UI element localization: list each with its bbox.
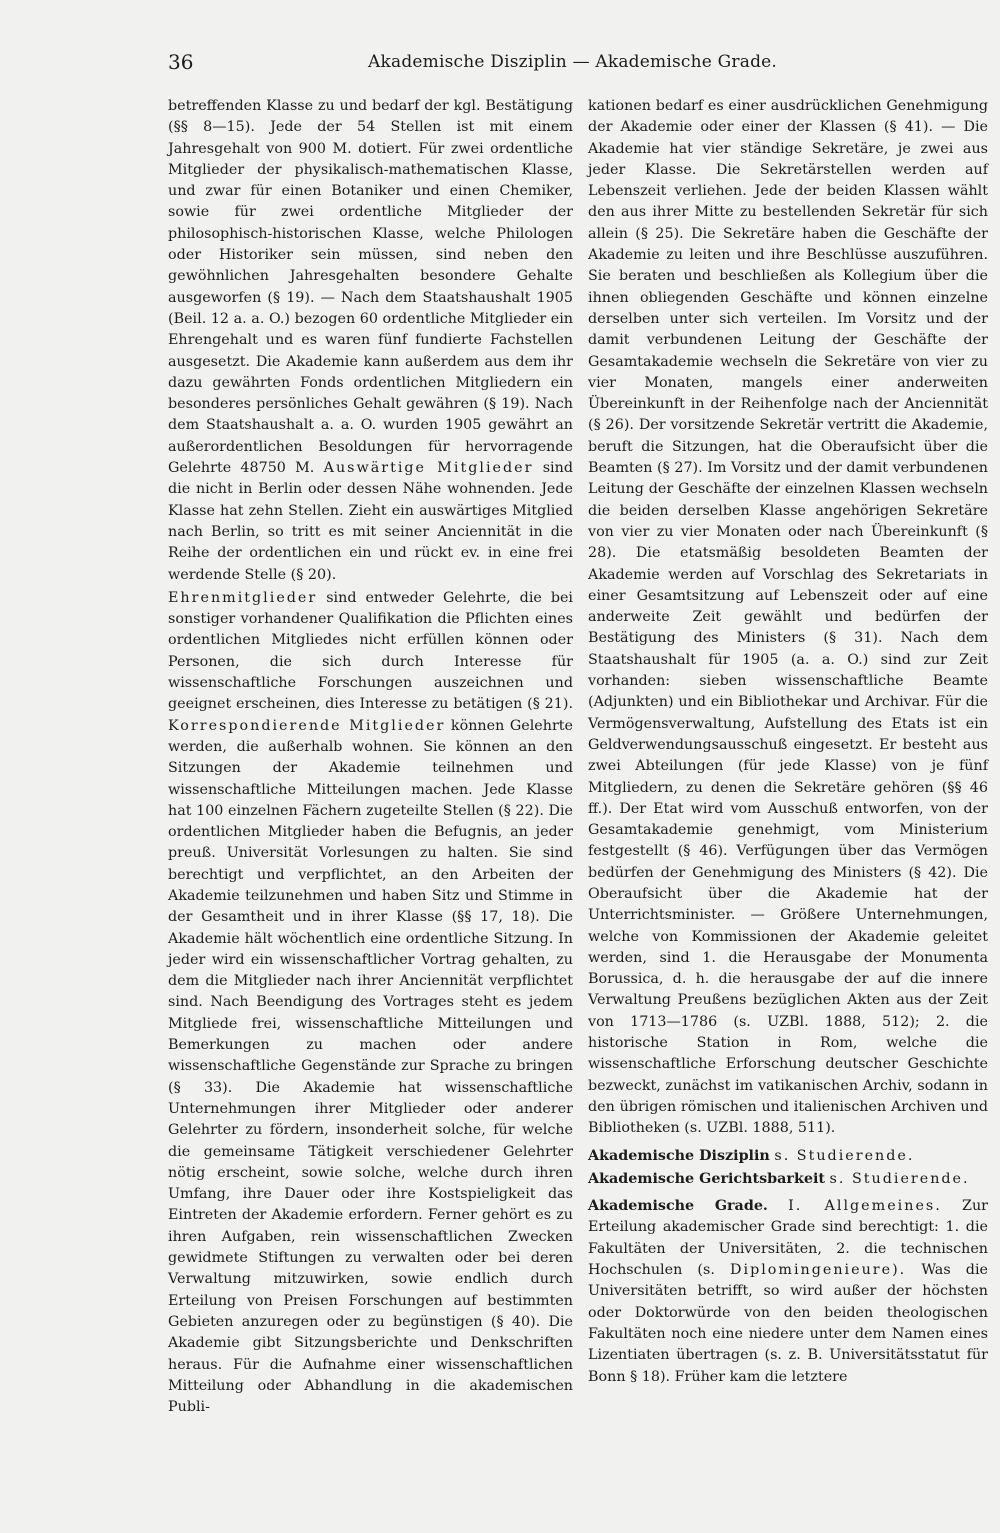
entry-heading: Akademische Gerichtsbarkeit: [588, 1170, 825, 1187]
paragraph-text: sind die nicht in Berlin oder dessen Nähe wohnenden. Jede Klasse hat zehn Stellen. Zieht ein auswärtiges Mitglied nach Berlin, so tritt es mit seiner Anciennität in die Reihe der ordentlichen ein und rückt ev. in eine frei werdende Stelle (§ 20).: [168, 460, 573, 583]
term-ehrenmitglieder: Ehrenmitglieder: [168, 589, 318, 606]
cross-reference: Diplomingenieure).: [730, 1262, 907, 1279]
cross-reference: s. Studierende.: [829, 1170, 970, 1187]
left-column: [168, 96, 573, 1418]
term-auswaertige-mitglieder: Auswärtige Mitglieder: [323, 460, 534, 477]
paragraph-text: Was die Universitäten betrifft, so wird außer der höchsten oder Doktorwürde von den beiden theologischen Fakultäten noch eine niedere unter dem Namen eines Lizentiaten übertragen (s. z. B. Universitätsstatut für Bonn § 18). Früher kam die letztere: [588, 1262, 988, 1385]
running-head: Akademische Disziplin — Akademische Grade.: [368, 52, 778, 72]
paragraph-text: Zur Erteilung akademischer Grade sind berechtigt: 1. die Fakultäten der Universitäten, 2. die technischen Hochschulen (s.: [588, 1198, 989, 1279]
entry-akademische-gerichtsbarkeit: [588, 1169, 988, 1190]
paragraph: [168, 96, 573, 586]
page-number: 36: [168, 50, 194, 74]
term-korrespondierende-mitglieder: Korrespondierende Mitglieder: [168, 717, 446, 734]
page-header: [168, 50, 788, 80]
cross-reference: s. Studierende.: [774, 1147, 915, 1164]
paragraph-text: können Gelehrte werden, die außerhalb wohnen. Sie können an den Sitzungen der Akademie teilnehmen und wissenschaftliche Mitteilungen machen. Jede Klasse hat 100 einzelnen Fächern zugeteilte Stellen (§ 22). Die ordentlichen Mitglieder haben die Befugnis, an jeder preuß. Universität Vorlesungen zu halten. Sie sind berechtigt und verpflichtet, an den Arbeiten der Akademie teilzunehmen und haben Sitz und Stimme in der Gesamtheit und in ihrer Klasse (§§ 17, 18). Die Akademie hält wöchentlich eine ordentliche Sitzung. In jeder wird ein wissenschaftlicher Vortrag gehalten, zu dem die Mitglieder nach ihrer Anciennität verpflichtet sind. Nach Beendigung des Vortrages steht es jedem Mitgliede frei, wissenschaftliche Mitteilungen und Bemerkungen zu machen oder andere wissenschaftliche Gegenstände zur Sprache zu bringen (§ 33). Die Akademie hat wissenschaftliche Unternehmungen ihrer Mitglieder oder anderer Gelehrter zu fördern, insonderheit solche, für welche die gemeinsame Tätigkeit verschiedener Gelehrter nötig erscheint, sowie solche, welche durch ihren Umfang, ihre Dauer oder ihre Kostspieligkeit das Eintreten der Akademie erfordern. Ferner gehört es zu ihren Aufgaben, rein wissenschaftlichen Zwecken gewidmete Stiftungen zu verwalten oder bei deren Verwaltung mitzuwirken, sowie endlich durch Erteilung von Preisen Forschungen auf bestimmten Gebieten anzuregen oder zu begünstigen (§ 40). Die Akademie gibt Sitzungsberichte und Denkschriften heraus. Für die Aufnahme einer wissenschaftlichen Mitteilung oder Abhandlung in die akademischen Publi-: [168, 717, 573, 1416]
right-column: [588, 96, 988, 1388]
section-heading: I. Allgemeines.: [788, 1198, 942, 1215]
paragraph: [168, 588, 573, 1419]
entry-akademische-grade: [588, 1196, 988, 1388]
entry-heading: Akademische Grade.: [588, 1198, 768, 1215]
paragraph-text: sind entweder Gelehrte, die bei sonstiger vorhandener Qualifikation die Pflichten eines ordentlichen Mitgliedes nicht erfüllen können oder Personen, die sich durch Interesse für wissenschaftliche Forschungen auszeichnen und geeignet erscheinen, dies Interesse zu betätigen (§ 21).: [168, 589, 574, 713]
entry-heading: Akademische Disziplin: [588, 1147, 770, 1164]
paragraph-text: betreffenden Klasse zu und bedarf der kgl. Bestätigung (§§ 8—15). Jede der 54 Stellen ist mit einem Jahresgehalt von 900 M. dotiert. Für zwei ordentliche Mitglieder der physikalisch-mathematischen Klasse, und zwar für einen Botaniker und einen Chemiker, sowie für zwei ordentliche Mitglieder der philosophisch-historischen Klasse, welche Philologen oder Historiker sein müssen, sind neben den gewöhnlichen Jahresgehalten besondere Gehalte ausgeworfen (§ 19). — Nach dem Staatshaushalt 1905 (Beil. 12 a. a. O.) bezogen 60 ordentliche Mitglieder ein Ehrengehalt und es waren fünf fundierte Fachstellen ausgesetzt. Die Akademie kann außerdem aus dem ihr dazu gewährten Fonds ordentlichen Mitgliedern ein besonderes persönliches Gehalt gewähren (§ 19). Nach dem Staatshaushalt a. a. O. wurden 1905 gewährt an außerordentlichen Besoldungen für hervorragende Gelehrte 48750 M.: [168, 98, 573, 477]
entry-akademische-disziplin: [588, 1146, 988, 1167]
paragraph: kationen bedarf es einer ausdrücklichen Genehmigung der Akademie oder einer der Klassen (§ 41). — Die Akademie hat vier ständige Sekretäre, je zwei aus jeder Klasse. Die Sekretärstellen werden auf Lebenszeit verliehen. Jede der beiden Klassen wählt den aus ihrer Mitte zu bestellenden Sekretär für sich allein (§ 25). Die Sekretäre haben die Geschäfte der Akademie zu leiten und ihre Beschlüsse auszuführen. Sie beraten und beschließen als Kollegium über die ihnen obliegenden Geschäfte und können einzelne derselben unter sich verteilen. Im Vorsitz und der damit verbundenen Leitung der Geschäfte der Gesamtakademie wechseln die Sekretäre von vier zu vier Monaten, mangels einer anderweiten Übereinkunft in der Reihenfolge nach der Anciennität (§ 26). Der vorsitzende Sekretär vertritt die Akademie, beruft die Sitzungen, hat die Oberaufsicht über die Beamten (§ 27). Im Vorsitz und der damit verbundenen Leitung der Geschäfte der einzelnen Klassen wechseln die beiden derselben Klasse angehörigen Sekretäre von vier zu vier Monaten oder nach Übereinkunft (§ 28). Die etatsmäßig besoldeten Beamten der Akademie werden auf Vorschlag des Sekretariats in einer Gesamtsitzung auf Lebenszeit oder auf eine anderweite Zeit gewählt und bedürfen der Bestätigung des Ministers (§ 31). Nach dem Staatshaushalt für 1905 (a. a. O.) sind zur Zeit vorhanden: sieben wissenschaftliche Beamte (Adjunkten) und ein Bibliothekar und Archivar. Für die Vermögensverwaltung, Aufstellung des Etats ist ein Geldverwendungsausschuß eingesetzt. Er besteht aus zwei Abteilungen (für jede Klasse) von je fünf Mitgliedern, zu denen die Sekretäre gehören (§§ 46 ff.). Der Etat wird vom Ausschuß entworfen, von der Gesamtakademie genehmigt, vom Ministerium festgestellt (§ 46). Verfügungen über das Vermögen bedürfen der Genehmigung des Ministers (§ 42). Die Oberaufsicht über die Akademie hat der Unterrichtsminister. — Größere Unternehmungen, welche von Kommissionen der Akademie geleitet werden, sind 1. die Herausgabe der Monumenta Borussica, d. h. die herausgabe der auf die innere Verwaltung Preußens bezüglichen Akten aus der Zeit von 1713—1786 (s. UZBl. 1888, 512); 2. die historische Station in Rom, welche die wissenschaftliche Erforschung deutscher Geschichte bezweckt, zunächst im vatikanischen Archiv, sodann in den übrigen römischen und italienischen Archiven und Bibliotheken (s. UZBl. 1888, 511).: [588, 98, 988, 1137]
